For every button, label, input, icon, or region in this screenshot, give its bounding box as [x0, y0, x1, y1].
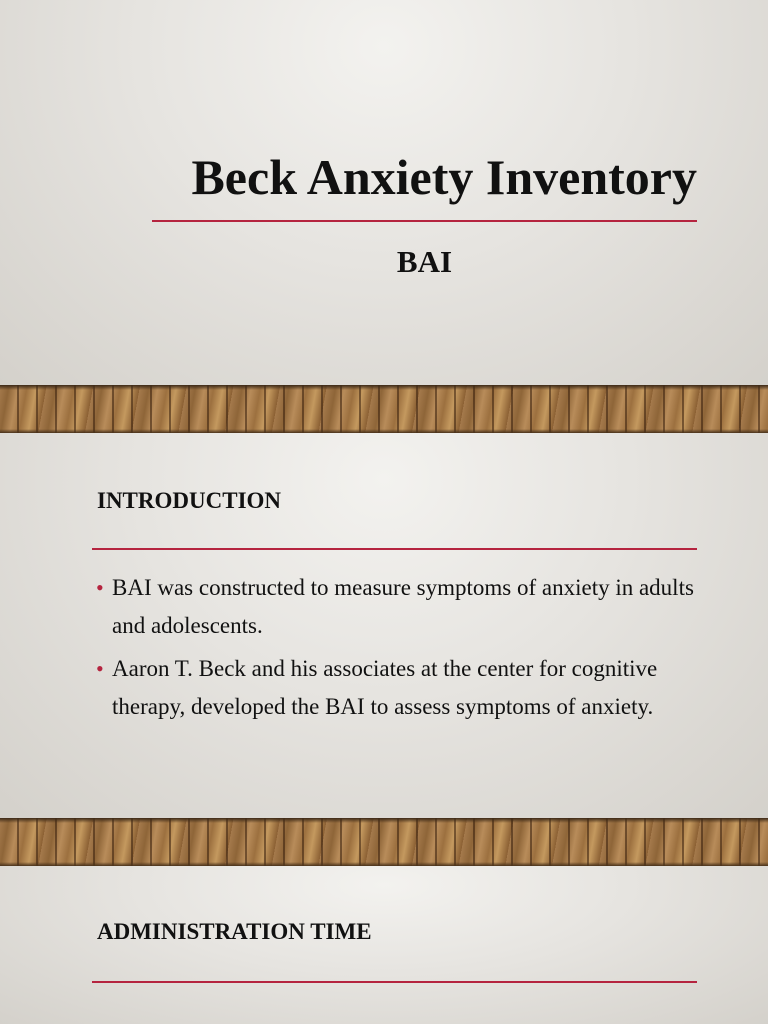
- bullet-text: BAI was constructed to measure symptoms of anxiety in adults and adolescents.: [112, 575, 694, 638]
- list-item: [96, 650, 696, 725]
- bullet-icon: •: [96, 656, 104, 681]
- heading-underline: [92, 981, 697, 983]
- title-slide: [0, 0, 768, 385]
- section-heading-administration: ADMINISTRATION TIME: [97, 919, 372, 944]
- heading-underline: [92, 548, 697, 550]
- wood-floor-divider: [0, 385, 768, 433]
- list-item: [96, 569, 696, 644]
- section-heading-introduction: INTRODUCTION: [97, 488, 282, 513]
- introduction-slide: [0, 433, 768, 818]
- bullet-icon: •: [96, 575, 104, 600]
- bullet-list: [96, 569, 696, 731]
- slide-title: Beck Anxiety Inventory: [191, 149, 697, 205]
- wood-floor-divider: [0, 818, 768, 866]
- administration-slide: [0, 866, 768, 1024]
- title-underline: [152, 220, 697, 222]
- slide-subtitle: BAI: [396, 244, 453, 279]
- bullet-text: Aaron T. Beck and his associates at the center for cognitive therapy, developed the BAI to assess symptoms of anxiety.: [112, 656, 658, 719]
